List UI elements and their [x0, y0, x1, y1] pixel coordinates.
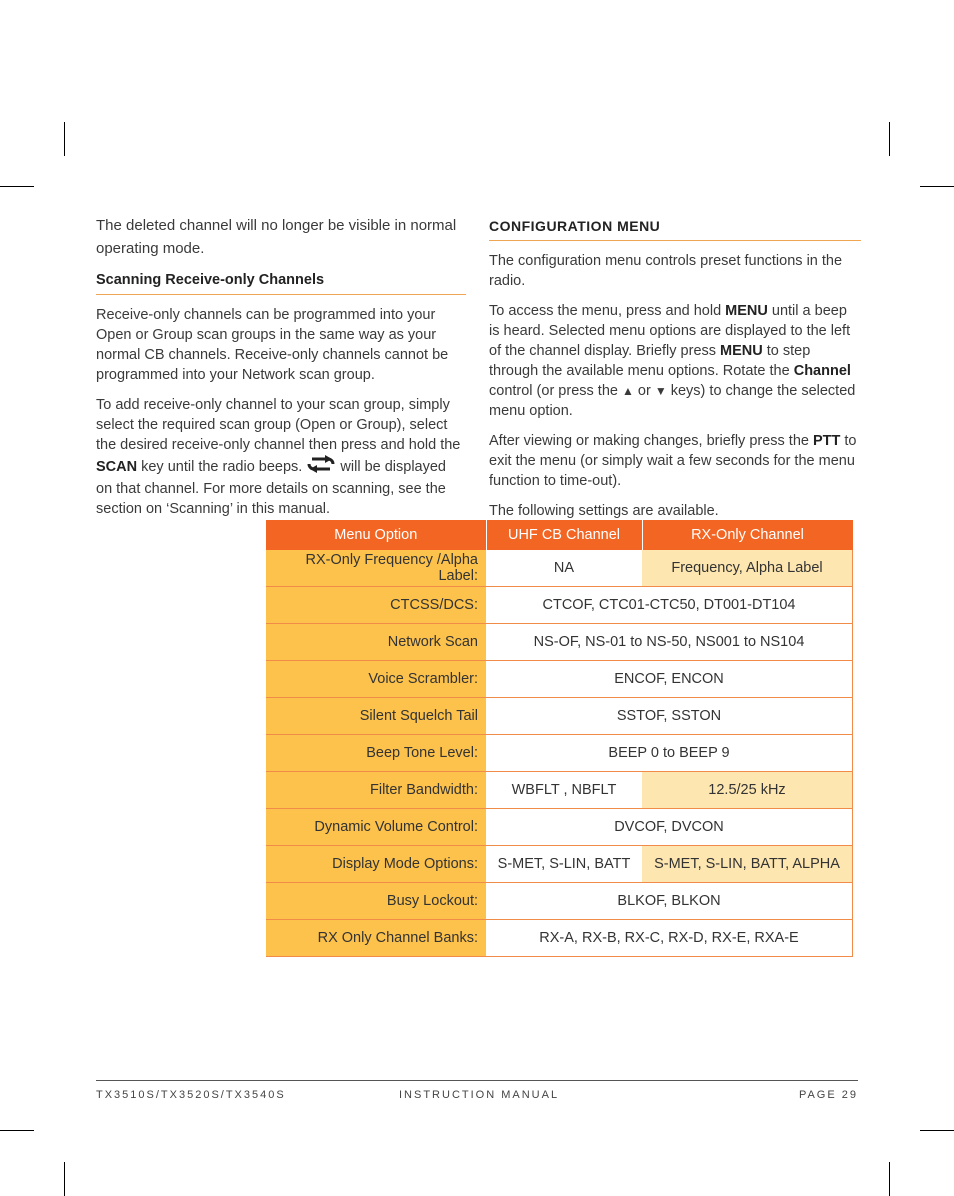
table-header-row — [266, 520, 853, 550]
footer-model: TX3510S/TX3520S/TX3540S — [96, 1089, 286, 1101]
scan-key-label: SCAN — [96, 458, 138, 475]
table-row: RX-Only Frequency /Alpha Label: NA Frequency, Alpha Label — [266, 550, 853, 587]
header-uhf-cb: UHF CB Channel — [486, 520, 642, 550]
table-row: Display Mode Options: S-MET, S-LIN, BATT S-MET, S-LIN, BATT, ALPHA — [266, 846, 853, 883]
footer-divider — [96, 1080, 858, 1081]
crop-mark — [889, 122, 890, 156]
header-menu-option: Menu Option — [266, 520, 486, 550]
scanning-rx-heading: Scanning Receive-only Channels — [96, 270, 466, 295]
crop-mark — [920, 186, 954, 187]
table-row: Busy Lockout: BLKOF, BLKON — [266, 883, 853, 920]
deleted-channel-note: The deleted channel will no longer be visible in normal operating mode. — [96, 217, 457, 257]
config-intro: The configuration menu controls preset functions in the radio. — [489, 253, 843, 289]
up-arrow-icon: ▲ — [621, 384, 634, 398]
table-row: Silent Squelch Tail SSTOF, SSTON — [266, 698, 853, 735]
scan-loop-icon — [306, 455, 336, 479]
table-row: Dynamic Volume Control: DVCOF, DVCON — [266, 809, 853, 846]
configuration-table — [266, 520, 853, 957]
table-row: CTCSS/DCS: CTCOF, CTC01-CTC50, DT001-DT104 — [266, 587, 853, 624]
right-column — [489, 214, 861, 531]
crop-mark — [64, 122, 65, 156]
settings-available-note: The following settings are available. — [489, 503, 719, 519]
table-row: Filter Bandwidth: WBFLT , NBFLT 12.5/25 kHz — [266, 772, 853, 809]
footer-title: INSTRUCTION MANUAL — [399, 1089, 560, 1101]
crop-mark — [0, 186, 34, 187]
crop-mark — [920, 1130, 954, 1131]
add-rx-paragraph: To add receive-only channel to your scan group, simply select the required scan group (Open or Group), select the desired receive-only channel then press and hold the SCAN key until the radio beeps. will be displayed on that channel. For more details on scanning, see the section on ‘Scanning’ in this manual. — [96, 397, 461, 517]
crop-mark — [889, 1162, 890, 1196]
configuration-menu-heading: CONFIGURATION MENU — [489, 214, 861, 241]
left-column — [96, 214, 466, 529]
table-row: Voice Scrambler: ENCOF, ENCON — [266, 661, 853, 698]
rx-scan-paragraph: Receive-only channels can be programmed into your Open or Group scan groups in the same way as your normal CB channels. Receive-only channels cannot be programmed into your Network scan group. — [96, 307, 449, 383]
table-row: Beep Tone Level: BEEP 0 to BEEP 9 — [266, 735, 853, 772]
header-rx-only: RX-Only Channel — [642, 520, 853, 550]
access-menu-paragraph: To access the menu, press and hold MENU until a beep is heard. Selected menu options are displayed to the left of the channel display. Briefly press MENU to step through the available menu options. Rotate the Channel control (or press the ▲ or ▼ keys) to change the selected menu option. — [489, 303, 856, 419]
down-arrow-icon: ▼ — [654, 384, 667, 398]
crop-mark — [0, 1130, 34, 1131]
table-row: RX Only Channel Banks: RX-A, RX-B, RX-C, RX-D, RX-E, RXA-E — [266, 920, 853, 957]
table-row: Network Scan NS-OF, NS-01 to NS-50, NS001 to NS104 — [266, 624, 853, 661]
exit-menu-paragraph: After viewing or making changes, briefly press the PTT to exit the menu (or simply wait a few seconds for the menu function to time-out). — [489, 433, 857, 489]
footer-page-number: PAGE 29 — [798, 1089, 858, 1101]
crop-mark — [64, 1162, 65, 1196]
